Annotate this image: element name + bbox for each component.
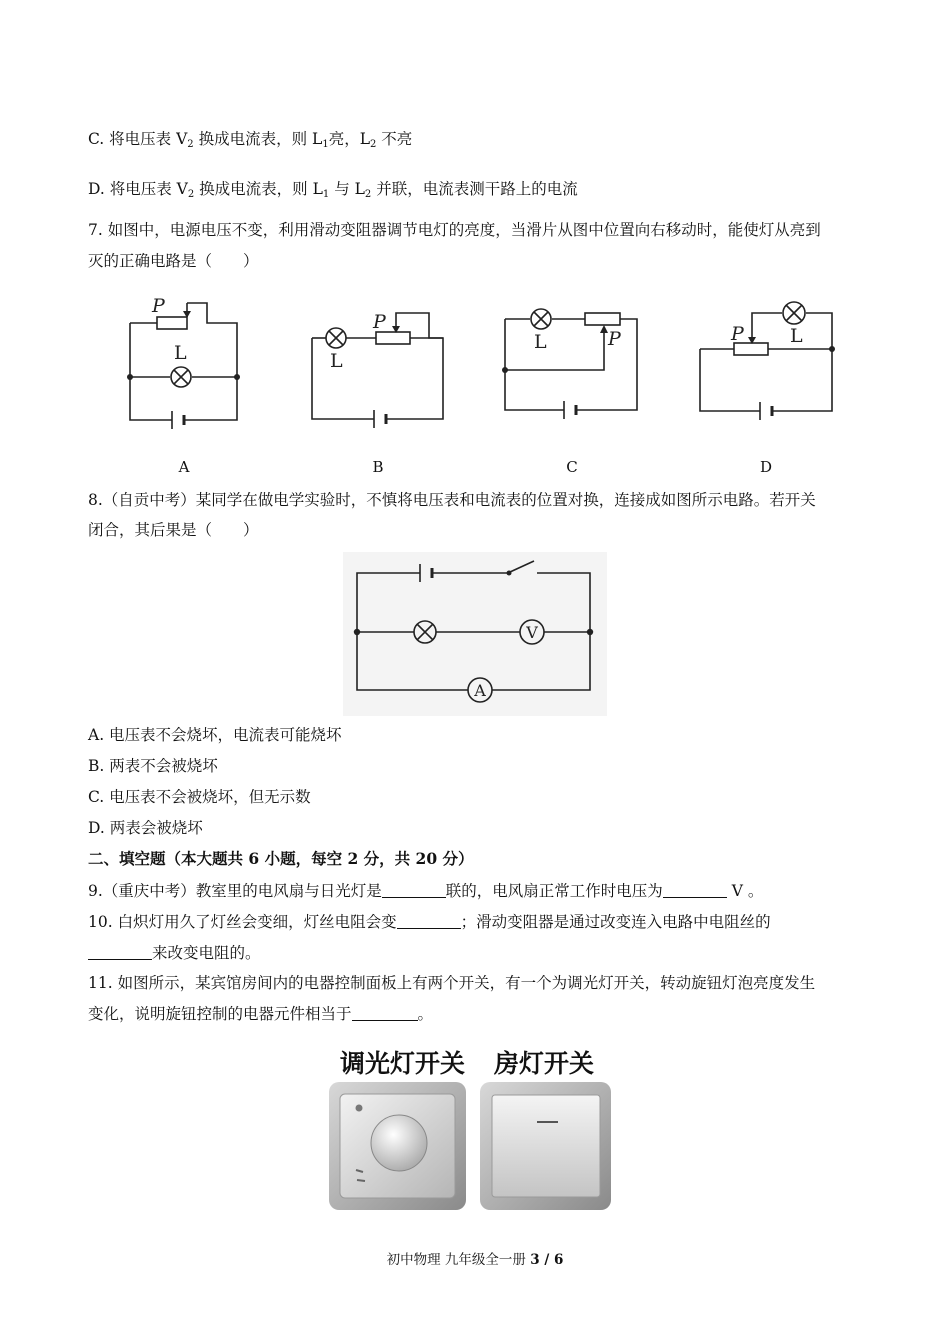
caption-a: A: [178, 458, 190, 476]
page-footer: 初中物理 九年级全一册 3 / 6: [386, 1252, 564, 1268]
caption-d: D: [759, 458, 773, 476]
q9-blank-2: [663, 882, 727, 898]
caption-b: B: [372, 458, 384, 476]
circuit-b-l-label: L: [330, 350, 343, 372]
q7-stem-line1: 7. 如图中，电源电压不变，利用滑动变阻器调节电灯的亮度，当滑片从图中位置向右移动时，能使灯从亮到: [88, 221, 821, 239]
circuit-c: [505, 309, 637, 419]
circuit-c-l-label: L: [534, 331, 547, 353]
q8-option-d: D. 两表会被烧坏: [88, 819, 203, 837]
switch-panels-photo: [325, 1078, 615, 1216]
circuit-c-p-label: P: [608, 328, 621, 350]
q7-stem-line2: 灭的正确电路是（ ）: [88, 252, 259, 270]
q7-circuit-diagrams: [0, 290, 950, 450]
page-number: 3 / 6: [530, 1252, 564, 1268]
circuit-b-p-label: P: [373, 311, 386, 333]
q8-option-a: A. 电压表不会烧坏，电流表可能烧坏: [88, 726, 342, 744]
q10-line2: 来改变电阻的。: [88, 942, 261, 964]
q11-stem-line1: 11. 如图所示，某宾馆房间内的电器控制面板上有两个开关，有一个为调光灯开关，转动旋钮灯泡亮度发生: [88, 974, 816, 992]
voltmeter-label: V: [526, 623, 538, 642]
caption-c: C: [566, 458, 578, 476]
dimmer-switch-label: 调光灯开关: [340, 1049, 466, 1078]
q9: 9.（重庆中考）教室里的电风扇与日光灯是 联的，电风扇正常工作时电压为 V 。: [88, 882, 764, 900]
circuit-d-l-label: L: [790, 325, 803, 347]
q10-line1: 10. 白炽灯用久了灯丝会变细，灯丝电阻会变 ；滑动变阻器是通过改变连入电路中电阻丝的: [88, 913, 771, 931]
q8-stem-line1: 8.（自贡中考）某同学在做电学实验时，不慎将电压表和电流表的位置对换，连接成如图所示电路。若开关: [88, 491, 816, 509]
q6-option-d: D. 将电压表 $V_2$ 换成电流表，则 $L_1$ 与 $L_2$ 并联，电流表测干路上的电流: [88, 180, 578, 200]
circuit-d-p-label: P: [731, 323, 744, 345]
room-light-switch-panel: [480, 1082, 611, 1210]
q11-blank: [352, 1005, 418, 1021]
q10-blank-2: [88, 944, 152, 960]
circuit-a-l-label: L: [174, 342, 187, 364]
q11-stem-line2: 变化，说明旋钮控制的电器元件相当于 。: [88, 1005, 434, 1023]
dimmer-switch-panel: [329, 1082, 466, 1210]
circuit-d: [700, 302, 832, 420]
q9-blank-1: [382, 882, 446, 898]
q6-option-c: C. 将电压表 $V_2$ 换成电流表，则 $L_1$亮，$L_2$ 不亮: [88, 130, 413, 150]
q8-option-b: B. 两表不会被烧坏: [88, 757, 218, 775]
room-light-switch-label: 房灯开关: [494, 1049, 595, 1078]
q8-option-c: C. 电压表不会被烧坏，但无示数: [88, 788, 311, 806]
ammeter-label: A: [474, 681, 486, 700]
q10-blank-1: [397, 913, 461, 929]
q8-stem-line2: 闭合，其后果是（ ）: [88, 521, 259, 539]
section-2-title: 二、填空题（本大题共 6 小题，每空 2 分，共 20 分）: [88, 849, 474, 868]
q8-circuit-diagram: [340, 550, 610, 720]
circuit-a-p-label: P: [152, 295, 165, 317]
circuit-a: [130, 303, 237, 429]
